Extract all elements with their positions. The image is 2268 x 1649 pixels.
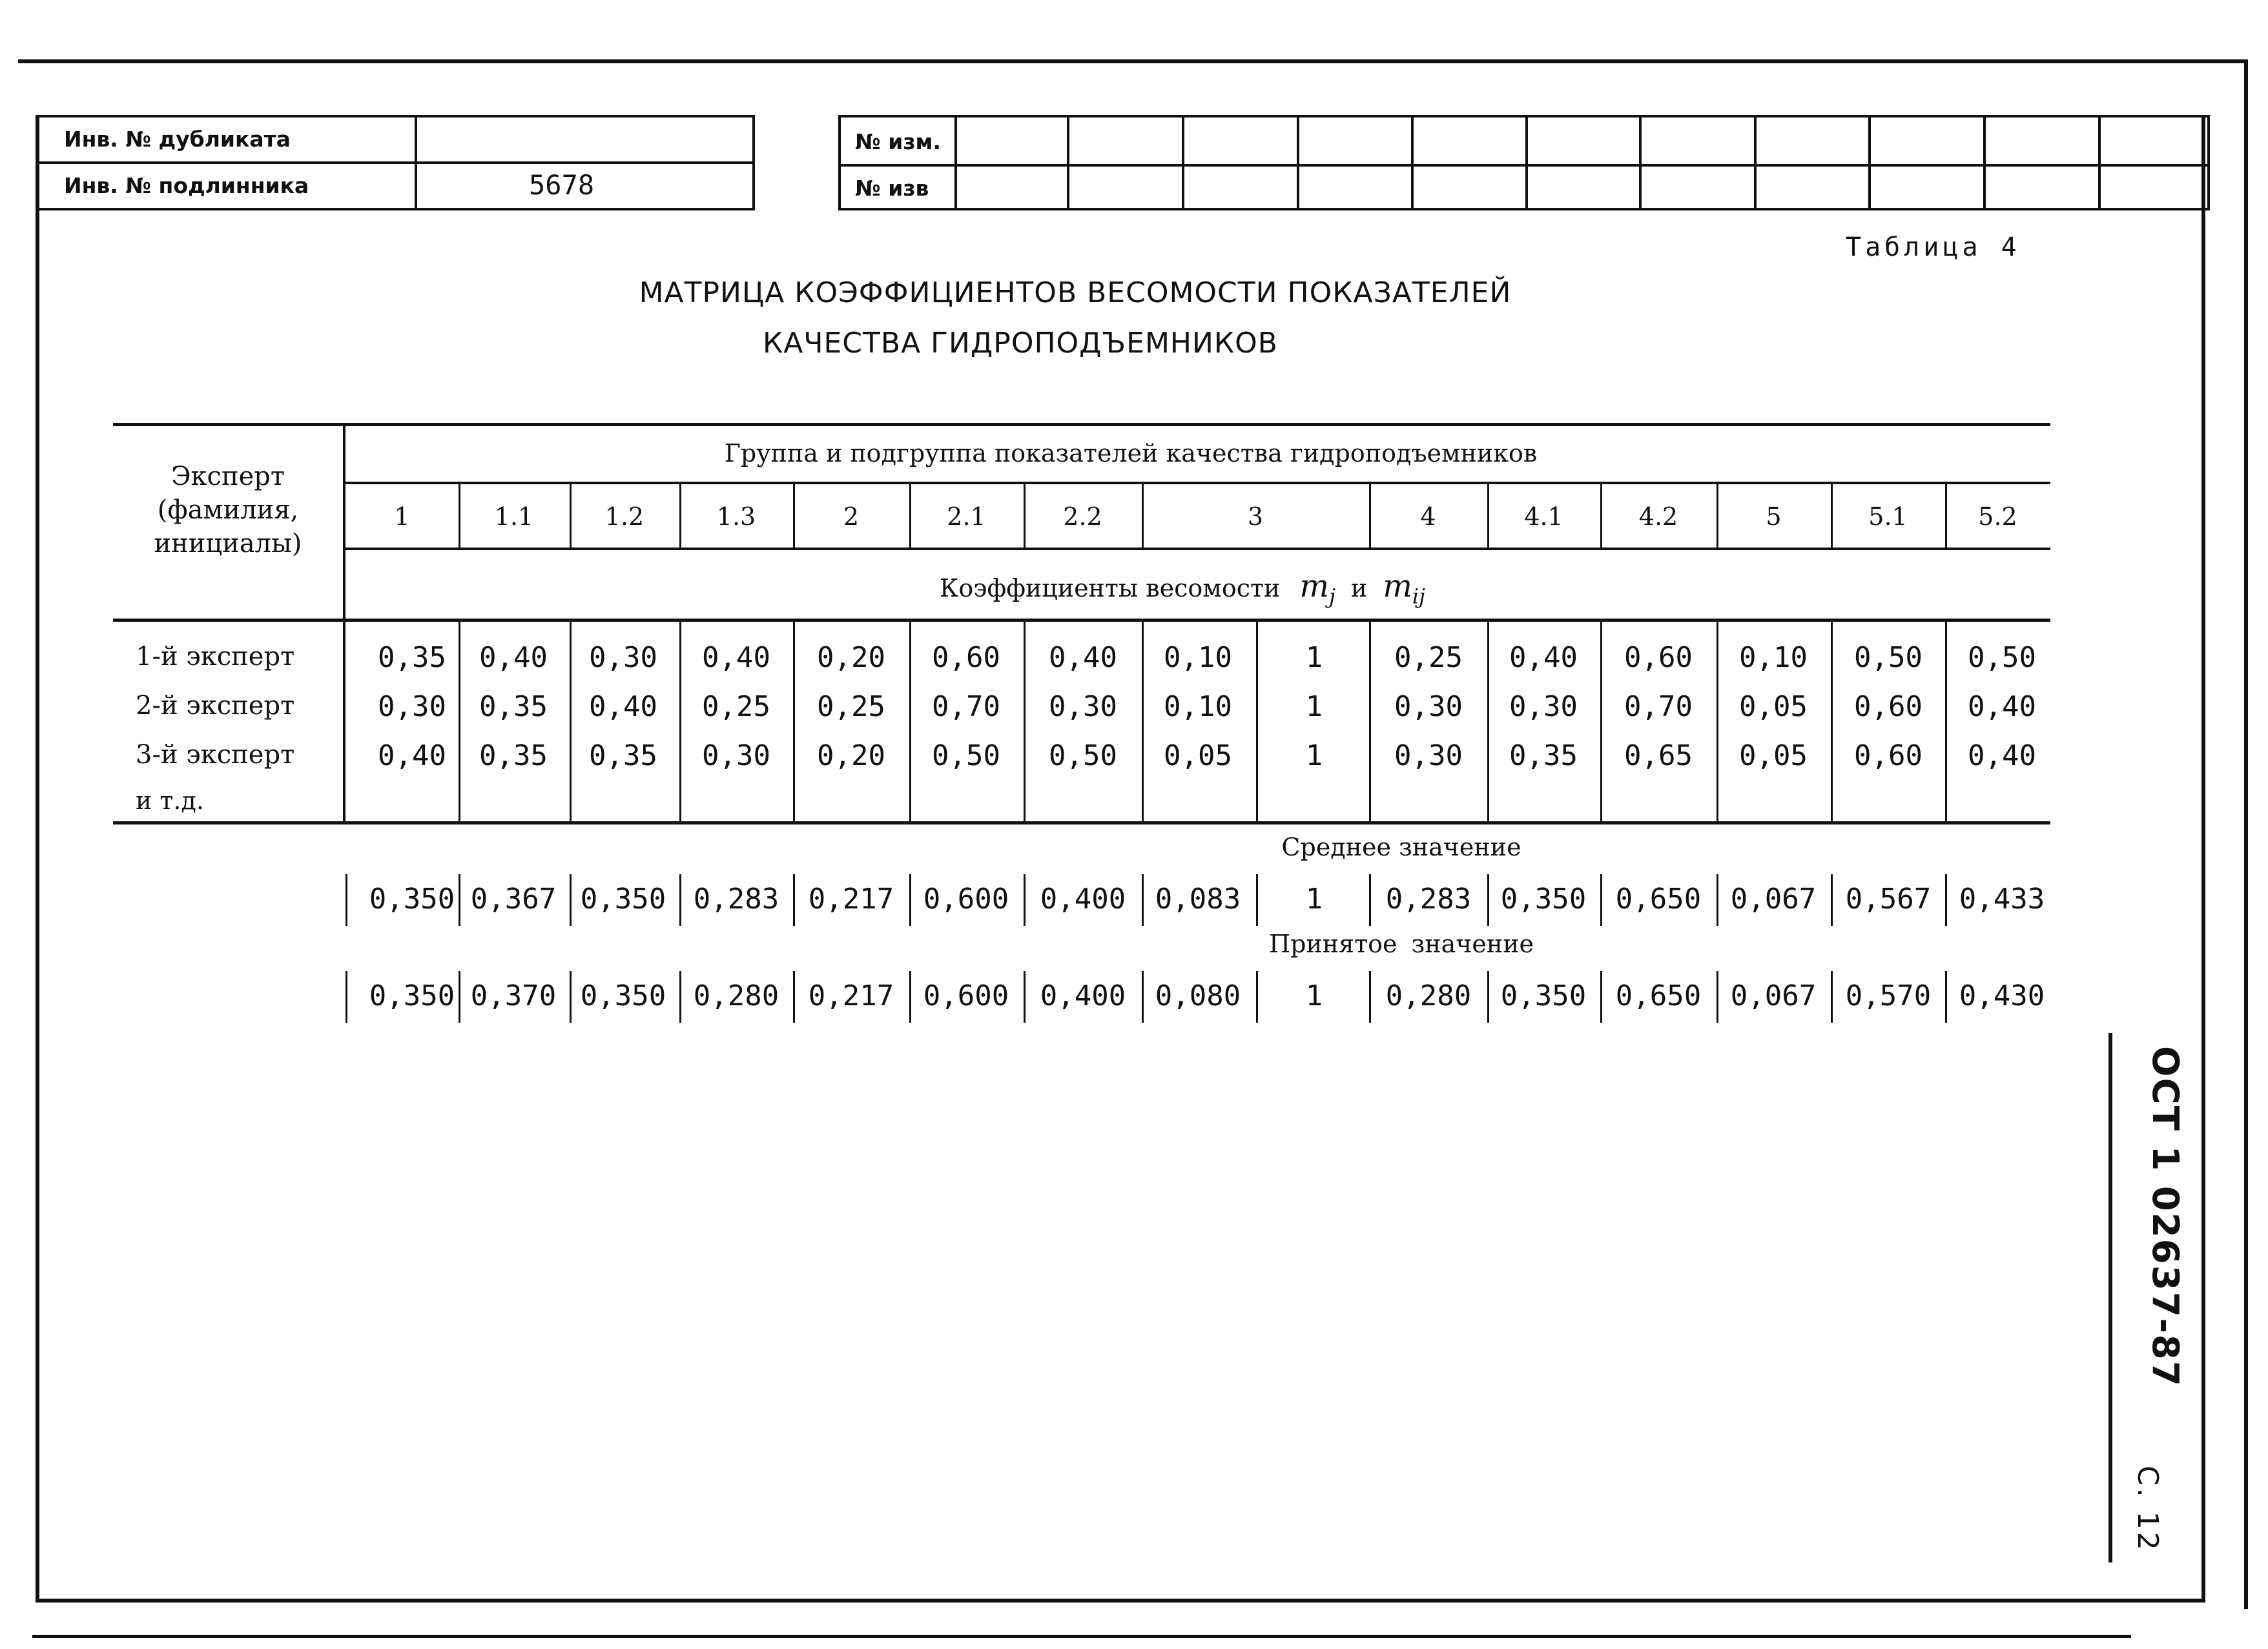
coef-m-ij: $m_{ij}$: [1383, 568, 1426, 609]
value-separator: [909, 971, 911, 1023]
body-bottom-rule: [113, 821, 2050, 824]
table-cell: 1: [1305, 690, 1323, 723]
change-log-vline: [1754, 115, 1757, 210]
table-cell: 0,10: [1739, 640, 1808, 674]
column-header: 1.2: [604, 502, 644, 531]
column-header: 2.2: [1063, 502, 1102, 531]
value-separator: [1945, 971, 1947, 1023]
coef-and: и: [1350, 574, 1368, 602]
value-separator: [1256, 971, 1258, 1023]
mean-label: Среднее значение: [1281, 833, 1521, 861]
column-header: 1.3: [716, 502, 756, 531]
value-separator: [1716, 971, 1718, 1023]
column-header-vline: [1369, 483, 1371, 549]
table-cell: 0,600: [923, 979, 1009, 1012]
table-cell: 0,35: [589, 739, 657, 772]
doc-code: ОСТ 1 02637-87: [2144, 1046, 2186, 1388]
table-cell: 0,05: [1739, 739, 1808, 772]
inv-orig-value: 5678: [529, 169, 595, 201]
table-cell: 0,20: [817, 739, 885, 772]
table-cell: 0,25: [1394, 640, 1463, 674]
columns-under-rule: [343, 548, 2050, 550]
value-separator: [1369, 874, 1371, 926]
table-cell: 1: [1305, 739, 1323, 772]
value-separator: [459, 874, 460, 926]
value-separator: [1716, 874, 1718, 926]
table-cell: 0,35: [479, 690, 548, 723]
table-cell: 0,280: [1385, 979, 1472, 1012]
table-cell: 0,50: [1854, 640, 1923, 674]
value-separator: [1142, 874, 1144, 926]
table-cell: 0,50: [1049, 739, 1117, 772]
table-cell: 0,05: [1164, 739, 1232, 772]
value-separator: [1600, 971, 1602, 1023]
expert-header-line-1: Эксперт: [170, 462, 285, 491]
table-cell: 0,570: [1845, 979, 1932, 1012]
right-outer-rule: [2244, 59, 2248, 1609]
table-cell: 0,567: [1845, 882, 1932, 916]
change-log-stamp: [838, 115, 2210, 210]
table-cell: 0,40: [1049, 640, 1117, 674]
column-header: 4.1: [1524, 502, 1563, 531]
value-separator: [793, 971, 795, 1023]
value-separator: [909, 874, 911, 926]
table-cell: 0,50: [932, 739, 1000, 772]
value-separator: [345, 874, 347, 926]
change-log-vline: [954, 115, 957, 210]
table-cell: 0,650: [1615, 882, 1702, 916]
table-cell: 0,40: [479, 640, 548, 674]
column-header-vline: [1024, 483, 1026, 549]
column-header: 2: [843, 502, 860, 531]
table-top-rule: [113, 423, 2050, 426]
table-cell: 0,10: [1164, 640, 1232, 674]
change-log-vline: [1868, 115, 1871, 210]
table-cell: 0,35: [479, 739, 548, 772]
table-cell: 0,50: [1968, 640, 2036, 674]
column-header: 5.2: [1978, 502, 2017, 531]
table-cell: 1: [1305, 882, 1323, 916]
change-log-vline: [1297, 115, 1299, 210]
table-cell: 0,217: [808, 979, 894, 1012]
column-header-vline: [1945, 483, 1947, 549]
value-separator: [1487, 874, 1489, 926]
value-separator: [1256, 874, 1258, 926]
change-log-vline: [1525, 115, 1528, 210]
side-code-rule: [2108, 1033, 2112, 1562]
group-header: Группа и подгруппа показателей качества гидроподъемников: [724, 439, 1538, 467]
title-line-2: КАЧЕСТВА ГИДРОПОДЪЕМНИКОВ: [762, 327, 1278, 360]
bottom-outer-rule: [32, 1635, 2131, 1638]
column-header-vline: [459, 483, 460, 549]
change-log-vline: [1067, 115, 1069, 210]
column-header: 3: [1247, 502, 1264, 531]
table-cell: 1: [1305, 979, 1323, 1012]
column-header: 1: [394, 502, 410, 531]
value-separator: [1369, 971, 1371, 1023]
header-bottom-rule: [113, 619, 2050, 622]
coef-label: Коэффициенты весомости: [939, 574, 1281, 602]
value-separator: [793, 874, 795, 926]
table-cell: 0,70: [1624, 690, 1693, 723]
table-cell: 0,280: [693, 979, 779, 1012]
group-under-rule: [343, 482, 2050, 484]
column-header-vline: [1487, 483, 1489, 549]
table-cell: 1: [1305, 640, 1323, 674]
table-cell: 0,400: [1040, 882, 1126, 916]
value-separator: [345, 971, 347, 1023]
table-cell: 0,083: [1155, 882, 1241, 916]
table-cell: 0,40: [589, 690, 657, 723]
table-cell: 0,650: [1615, 979, 1702, 1012]
value-separator: [679, 971, 681, 1023]
table-cell: 0,60: [1854, 739, 1923, 772]
column-header: 5: [1766, 502, 1782, 531]
value-separator: [570, 971, 572, 1023]
table-cell: 0,10: [1164, 690, 1232, 723]
etc-label: и т.д.: [136, 786, 204, 815]
table-cell: 0,60: [932, 640, 1000, 674]
table-cell: 0,283: [693, 882, 779, 916]
table-cell: 0,350: [1500, 882, 1587, 916]
expert-row-label: 1-й эксперт: [136, 642, 295, 671]
table-cell: 0,067: [1730, 979, 1817, 1012]
value-separator: [1945, 874, 1947, 926]
table-cell: 0,65: [1624, 739, 1693, 772]
table-cell: 0,367: [470, 882, 557, 916]
table-cell: 0,370: [470, 979, 557, 1012]
value-separator: [679, 874, 681, 926]
expert-header-line-3: инициалы): [154, 529, 302, 558]
column-header: 4: [1420, 502, 1436, 531]
coef-m-j: $m_j$: [1299, 568, 1335, 609]
expert-header-line-2: (фамилия,: [157, 495, 299, 525]
table-cell: 0,30: [1394, 739, 1463, 772]
change-log-vline: [1983, 115, 1986, 210]
table-cell: 0,40: [1968, 690, 2036, 723]
change-log-vline: [2098, 115, 2101, 210]
value-separator: [459, 971, 460, 1023]
change-log-vline: [1182, 115, 1184, 210]
table-cell: 0,430: [1959, 979, 2045, 1012]
column-header: 4.2: [1638, 502, 1678, 531]
table-cell: 0,433: [1959, 882, 2045, 916]
value-separator: [1024, 971, 1026, 1023]
table-cell: 0,30: [702, 739, 770, 772]
column-header-vline: [679, 483, 681, 549]
table-cell: 0,35: [378, 640, 446, 674]
table-cell: 0,35: [1509, 739, 1578, 772]
table-cell: 0,30: [589, 640, 657, 674]
table-cell: 0,080: [1155, 979, 1241, 1012]
value-separator: [1024, 874, 1026, 926]
table-cell: 0,25: [817, 690, 885, 723]
table-cell: 0,40: [378, 739, 446, 772]
column-header-vline: [909, 483, 911, 549]
expert-header: [113, 460, 343, 560]
inv-dup-label: Инв. № дубликата: [64, 127, 291, 152]
title-line-1: МАТРИЦА КОЭФФИЦИЕНТОВ ВЕСОМОСТИ ПОКАЗАТЕЛЕЙ: [639, 276, 1512, 309]
table-cell: 0,30: [378, 690, 446, 723]
value-separator: [1831, 971, 1833, 1023]
accepted-label: Принятое значение: [1268, 930, 1534, 958]
column-header: 2.1: [947, 502, 986, 531]
table-cell: 0,30: [1394, 690, 1463, 723]
expert-row-label: 3-й эксперт: [136, 740, 295, 770]
inv-orig-label: Инв. № подлинника: [64, 173, 309, 198]
value-separator: [570, 874, 572, 926]
change-log-vline: [1639, 115, 1642, 210]
table-cell: 0,60: [1854, 690, 1923, 723]
column-header-vline: [570, 483, 572, 549]
izv-label: № изв: [855, 176, 929, 201]
table-cell: 0,40: [702, 640, 770, 674]
table-cell: 0,350: [369, 979, 455, 1012]
table-cell: 0,350: [580, 979, 666, 1012]
value-separator: [1600, 874, 1602, 926]
value-separator: [1487, 971, 1489, 1023]
table-cell: 0,30: [1509, 690, 1578, 723]
table-cell: 0,25: [702, 690, 770, 723]
column-header-vline: [1716, 483, 1718, 549]
table-cell: 0,217: [808, 882, 894, 916]
inventory-stamp: [36, 115, 755, 210]
change-log-vline: [1411, 115, 1414, 210]
table-cell: 0,350: [369, 882, 455, 916]
table-cell: 0,20: [817, 640, 885, 674]
column-header-vline: [1600, 483, 1602, 549]
column-header: 1.1: [494, 502, 534, 531]
table-cell: 0,067: [1730, 882, 1817, 916]
table-number: Таблица 4: [1846, 232, 2021, 262]
column-header: 5.1: [1868, 502, 1908, 531]
value-separator: [1142, 971, 1144, 1023]
column-header-vline: [1142, 483, 1144, 549]
table-cell: 0,400: [1040, 979, 1126, 1012]
page-number: С. 12: [2131, 1466, 2164, 1553]
table-cell: 0,40: [1968, 739, 2036, 772]
expert-row-label: 2-й эксперт: [136, 691, 295, 721]
column-header-vline: [793, 483, 795, 549]
table-cell: 0,350: [1500, 979, 1587, 1012]
table-cell: 0,40: [1509, 640, 1578, 674]
table-cell: 0,600: [923, 882, 1009, 916]
table-cell: 0,283: [1385, 882, 1472, 916]
table-cell: 0,70: [932, 690, 1000, 723]
table-cell: 0,350: [580, 882, 666, 916]
izm-label: № изм.: [855, 129, 941, 154]
table-cell: 0,05: [1739, 690, 1808, 723]
table-cell: 0,60: [1624, 640, 1693, 674]
value-separator: [1831, 874, 1833, 926]
table-cell: 0,30: [1049, 690, 1117, 723]
coef-header: [343, 568, 2022, 609]
column-header-vline: [1831, 483, 1833, 549]
top-rule: [18, 59, 2247, 63]
